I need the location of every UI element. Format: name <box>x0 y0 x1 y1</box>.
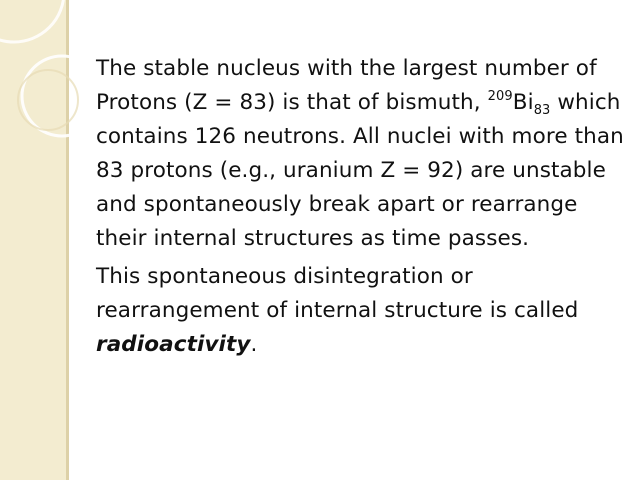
paragraph-1-text-b: which contains 126 neutrons. All nuclei with more than 83 protons (e.g., uranium Z = 92) are unstable and spontaneously break apart or rearrange their internal structures as time passes. <box>96 90 624 251</box>
paragraph-radioactivity <box>96 260 632 362</box>
paragraph-bismuth <box>96 52 632 256</box>
isotope-atomic-number: 83 <box>533 103 551 119</box>
paragraph-2-text-b: . <box>250 332 258 357</box>
paragraph-2-text-a: This spontaneous disintegration or rearrangement of internal structure is called <box>96 264 579 323</box>
decorative-rings <box>0 0 110 200</box>
radioactivity-term: radioactivity <box>96 332 251 357</box>
isotope-mass-number: 209 <box>487 88 513 104</box>
paragraph-1-text-a: The stable nucleus with the largest number of Protons (Z = 83) is that of bismuth, <box>96 56 597 115</box>
isotope-symbol: Bi <box>512 90 534 115</box>
slide-body <box>96 52 632 362</box>
